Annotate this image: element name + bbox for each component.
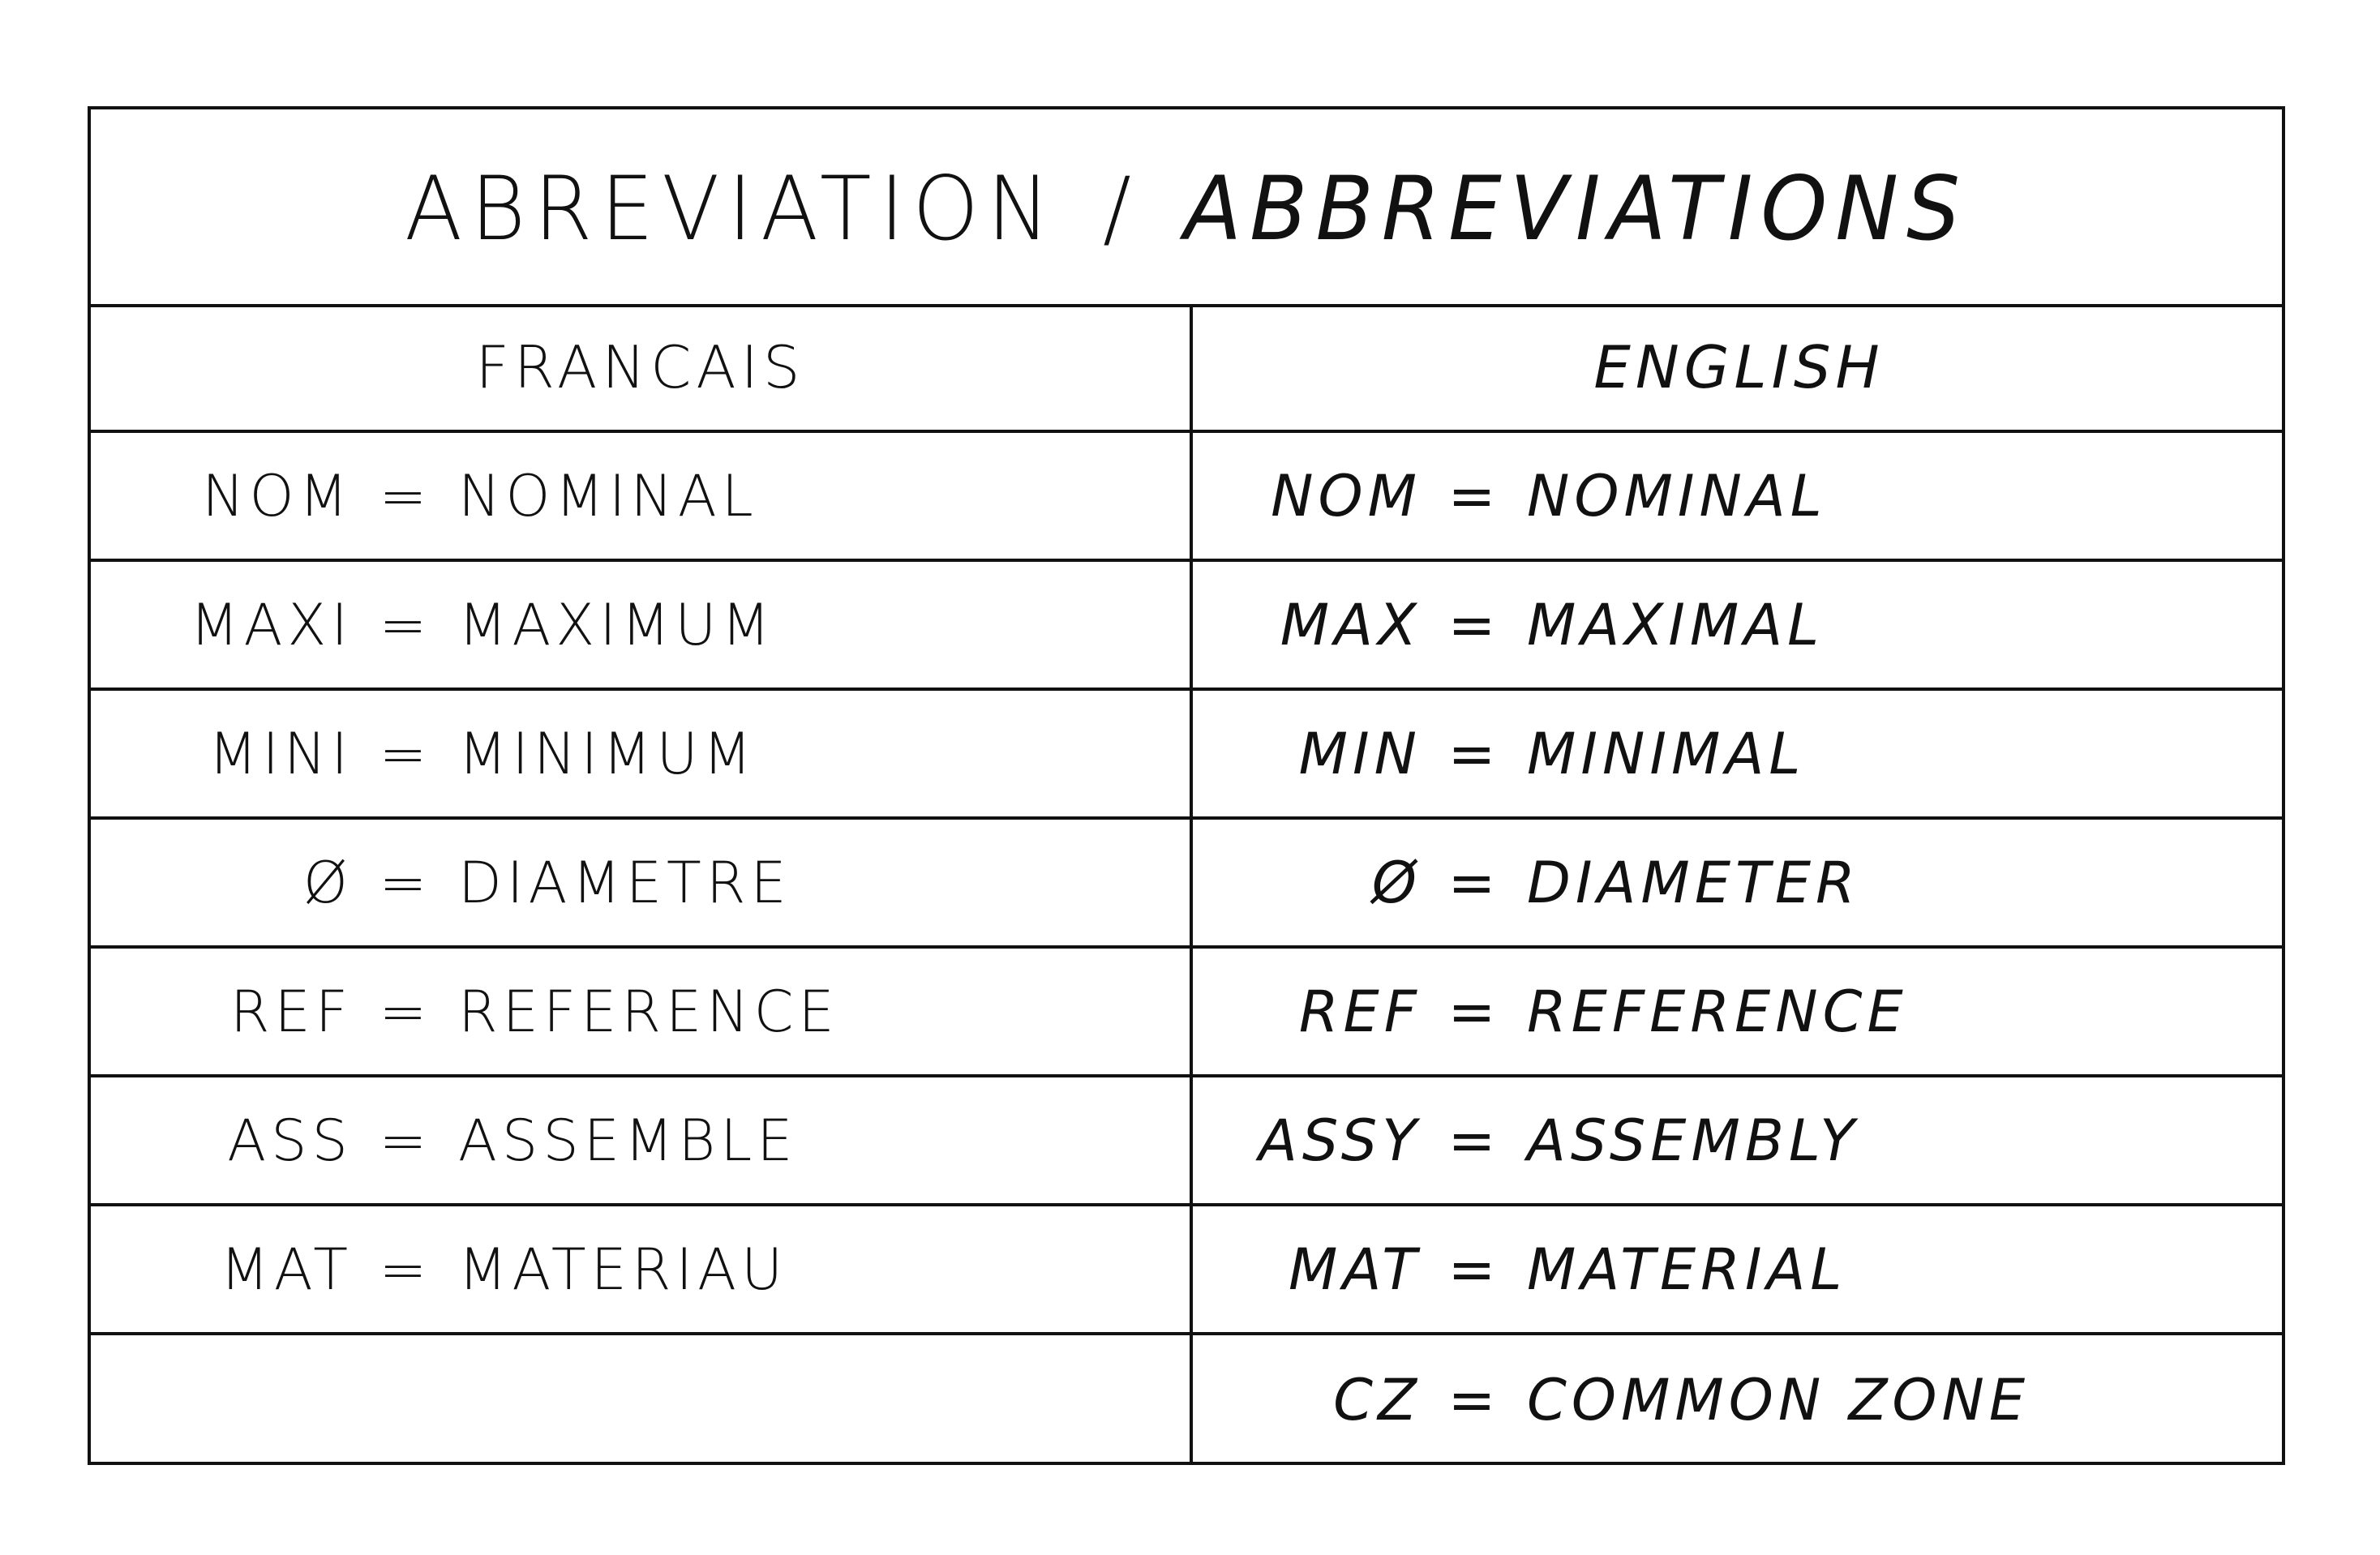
equals-sign: = <box>1447 720 1501 787</box>
english-cell <box>1193 433 2285 559</box>
title-english: ABBREVIATIONS <box>1183 156 1969 261</box>
english-cell <box>1193 1077 2285 1203</box>
equals-sign: = <box>379 1107 432 1174</box>
equals-sign: = <box>379 591 432 658</box>
table-row <box>91 691 2282 820</box>
table-row <box>91 1206 2282 1335</box>
french-meaning: MINIMUM <box>458 720 757 787</box>
english-meaning: REFERENCE <box>1527 978 1908 1045</box>
equals-sign: = <box>379 462 432 529</box>
french-cell <box>91 433 1190 559</box>
equals-sign: = <box>1447 978 1501 1045</box>
french-abbreviation: REF <box>229 978 353 1045</box>
table-row <box>91 820 2282 949</box>
french-abbreviation: MAT <box>220 1236 353 1303</box>
french-abbreviation: MINI <box>208 720 353 787</box>
french-cell <box>91 1206 1190 1332</box>
equals-sign: = <box>1447 849 1501 916</box>
english-abbreviation: NOM <box>1271 462 1422 529</box>
equals-sign: = <box>1447 591 1501 658</box>
table-row <box>91 1335 2282 1464</box>
english-cell <box>1193 1206 2285 1332</box>
diameter-symbol-english: Ø <box>1371 849 1422 916</box>
english-abbreviation: MAX <box>1280 591 1422 658</box>
table-row <box>91 949 2282 1077</box>
english-meaning: ASSEMBLY <box>1527 1107 1859 1174</box>
equals-sign: = <box>1447 1107 1501 1174</box>
english-abbreviation: CZ <box>1333 1366 1422 1433</box>
french-cell <box>91 949 1190 1074</box>
equals-sign: = <box>379 978 432 1045</box>
french-abbreviation: MAXI <box>190 591 353 658</box>
english-abbreviation: REF <box>1298 978 1422 1045</box>
equals-sign: = <box>379 1236 432 1303</box>
english-cell <box>1193 691 2285 816</box>
french-meaning: MAXIMUM <box>458 591 775 658</box>
column-header-english: ENGLISH <box>1593 332 1885 401</box>
french-abbreviation: NOM <box>202 462 353 529</box>
english-meaning: DIAMETER <box>1527 849 1860 916</box>
french-cell <box>91 820 1190 945</box>
french-cell <box>91 562 1190 688</box>
table-title <box>91 113 2282 307</box>
english-meaning: NOMINAL <box>1527 462 1827 529</box>
english-cell <box>1193 562 2285 688</box>
english-abbreviation: ASSY <box>1258 1107 1422 1174</box>
equals-sign: = <box>1447 1236 1501 1303</box>
english-meaning: COMMON ZONE <box>1527 1366 2031 1433</box>
table-row <box>91 1077 2282 1206</box>
french-abbreviation: ASS <box>227 1107 353 1174</box>
english-meaning: MATERIAL <box>1527 1236 1847 1303</box>
equals-sign: = <box>1447 1366 1501 1433</box>
french-cell <box>91 1077 1190 1203</box>
english-cell <box>1193 820 2285 945</box>
english-cell <box>1193 949 2285 1074</box>
equals-sign: = <box>379 849 432 916</box>
abbreviations-table <box>88 106 2285 1465</box>
title-separator: / <box>1102 159 1139 258</box>
equals-sign: = <box>379 720 432 787</box>
column-header-row <box>91 304 2282 433</box>
table-row <box>91 433 2282 562</box>
title-french: ABREVIATION <box>404 156 1058 261</box>
table-row <box>91 562 2282 691</box>
english-cell <box>1193 1335 2285 1464</box>
english-abbreviation: MIN <box>1298 720 1422 787</box>
french-meaning: MATERIAU <box>458 1236 788 1303</box>
french-meaning: ASSEMBLE <box>458 1107 798 1174</box>
english-abbreviation: MAT <box>1289 1236 1422 1303</box>
french-cell <box>91 691 1190 816</box>
equals-sign: = <box>1447 462 1501 529</box>
diameter-symbol-french: Ø <box>302 849 353 916</box>
french-meaning: DIAMETRE <box>458 849 791 916</box>
french-meaning: NOMINAL <box>458 462 758 529</box>
english-meaning: MAXIMAL <box>1527 591 1825 658</box>
column-header-french: FRANCAIS <box>475 332 805 401</box>
english-meaning: MINIMAL <box>1527 720 1806 787</box>
french-meaning: REFERENCE <box>458 978 839 1045</box>
french-cell-empty <box>91 1335 1190 1464</box>
